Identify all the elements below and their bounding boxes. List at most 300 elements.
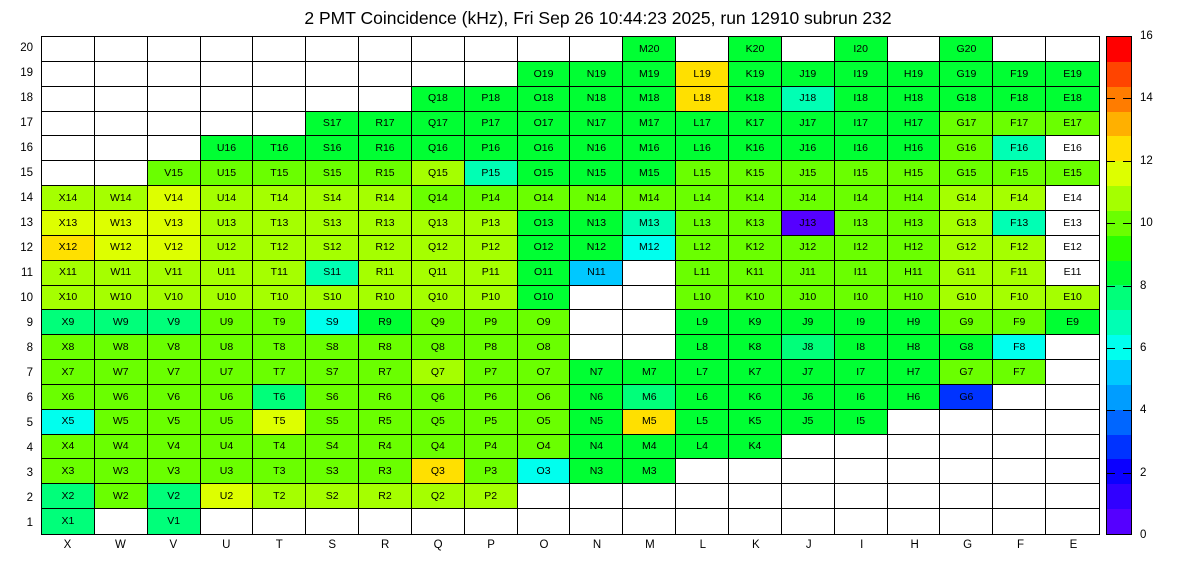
heatmap-cell[interactable]: Q9 (412, 310, 465, 335)
heatmap-cell[interactable]: L16 (676, 136, 729, 161)
heatmap-cell[interactable]: I8 (835, 335, 888, 360)
heatmap-cell[interactable]: R13 (359, 211, 412, 236)
heatmap-cell[interactable] (1046, 410, 1099, 435)
heatmap-cell[interactable]: W11 (95, 261, 148, 286)
heatmap-cell[interactable] (148, 87, 201, 112)
heatmap-cell[interactable] (201, 112, 254, 137)
heatmap-cell[interactable]: K19 (729, 62, 782, 87)
heatmap-cell[interactable]: U15 (201, 161, 254, 186)
heatmap-cell[interactable]: V4 (148, 435, 201, 460)
heatmap-cell[interactable]: T3 (253, 459, 306, 484)
heatmap-cell[interactable] (95, 161, 148, 186)
heatmap-cell[interactable]: N17 (570, 112, 623, 137)
heatmap-cell[interactable] (253, 112, 306, 137)
heatmap-cell[interactable]: H16 (888, 136, 941, 161)
heatmap-cell[interactable]: K17 (729, 112, 782, 137)
heatmap-cell[interactable]: L10 (676, 286, 729, 311)
heatmap-cell[interactable]: J18 (782, 87, 835, 112)
heatmap-cell[interactable]: R14 (359, 186, 412, 211)
heatmap-cell[interactable]: T11 (253, 261, 306, 286)
heatmap-cell[interactable] (518, 37, 571, 62)
heatmap-cell[interactable] (888, 484, 941, 509)
heatmap-cell[interactable] (993, 385, 1046, 410)
heatmap-cell[interactable] (888, 509, 941, 534)
heatmap-cell[interactable] (518, 484, 571, 509)
heatmap-cell[interactable]: F17 (993, 112, 1046, 137)
heatmap-cell[interactable]: T4 (253, 435, 306, 460)
heatmap-cell[interactable]: J11 (782, 261, 835, 286)
heatmap-cell[interactable]: M20 (623, 37, 676, 62)
heatmap-cell[interactable]: N19 (570, 62, 623, 87)
heatmap-cell[interactable] (782, 484, 835, 509)
heatmap-cell[interactable] (888, 459, 941, 484)
heatmap-cell[interactable]: K16 (729, 136, 782, 161)
heatmap-cell[interactable]: H14 (888, 186, 941, 211)
heatmap-cell[interactable] (570, 484, 623, 509)
heatmap-cell[interactable]: F11 (993, 261, 1046, 286)
heatmap-cell[interactable]: W3 (95, 459, 148, 484)
heatmap-cell[interactable]: L11 (676, 261, 729, 286)
heatmap-cell[interactable]: J7 (782, 360, 835, 385)
heatmap-cell[interactable]: P7 (465, 360, 518, 385)
heatmap-cell[interactable]: N16 (570, 136, 623, 161)
heatmap-cell[interactable]: F12 (993, 236, 1046, 261)
heatmap-cell[interactable]: J13 (782, 211, 835, 236)
heatmap-cell[interactable]: Q14 (412, 186, 465, 211)
heatmap-cell[interactable] (570, 335, 623, 360)
heatmap-cell[interactable]: J9 (782, 310, 835, 335)
heatmap-cell[interactable] (676, 459, 729, 484)
heatmap-cell[interactable] (42, 87, 95, 112)
heatmap-cell[interactable]: R2 (359, 484, 412, 509)
heatmap-cell[interactable]: K14 (729, 186, 782, 211)
heatmap-cell[interactable] (782, 37, 835, 62)
heatmap-cell[interactable]: P11 (465, 261, 518, 286)
heatmap-cell[interactable]: F15 (993, 161, 1046, 186)
heatmap-cell[interactable] (518, 509, 571, 534)
heatmap-cell[interactable]: S10 (306, 286, 359, 311)
heatmap-cell[interactable] (993, 435, 1046, 460)
heatmap-cell[interactable]: L9 (676, 310, 729, 335)
heatmap-cell[interactable] (782, 509, 835, 534)
heatmap-cell[interactable]: E12 (1046, 236, 1099, 261)
heatmap-cell[interactable] (465, 62, 518, 87)
heatmap-cell[interactable]: K12 (729, 236, 782, 261)
heatmap-cell[interactable]: R4 (359, 435, 412, 460)
heatmap-cell[interactable] (253, 37, 306, 62)
heatmap-cell[interactable]: V2 (148, 484, 201, 509)
heatmap-cell[interactable]: I18 (835, 87, 888, 112)
heatmap-cell[interactable]: J12 (782, 236, 835, 261)
heatmap-cell[interactable]: G9 (940, 310, 993, 335)
heatmap-cell[interactable]: S7 (306, 360, 359, 385)
heatmap-cell[interactable]: L12 (676, 236, 729, 261)
heatmap-cell[interactable]: G18 (940, 87, 993, 112)
heatmap-cell[interactable]: N7 (570, 360, 623, 385)
heatmap-cell[interactable]: W12 (95, 236, 148, 261)
heatmap-cell[interactable] (201, 62, 254, 87)
heatmap-cell[interactable] (1046, 484, 1099, 509)
heatmap-cell[interactable]: V8 (148, 335, 201, 360)
heatmap-cell[interactable]: J8 (782, 335, 835, 360)
heatmap-cell[interactable]: I16 (835, 136, 888, 161)
heatmap-cell[interactable] (940, 484, 993, 509)
heatmap-cell[interactable]: E16 (1046, 136, 1099, 161)
heatmap-cell[interactable]: H7 (888, 360, 941, 385)
heatmap-cell[interactable]: U11 (201, 261, 254, 286)
heatmap-cell[interactable]: O18 (518, 87, 571, 112)
heatmap-cell[interactable] (888, 435, 941, 460)
heatmap-cell[interactable] (306, 87, 359, 112)
heatmap-cell[interactable] (95, 112, 148, 137)
heatmap-cell[interactable]: Q15 (412, 161, 465, 186)
heatmap-cell[interactable] (253, 509, 306, 534)
heatmap-cell[interactable] (95, 136, 148, 161)
heatmap-cell[interactable]: V3 (148, 459, 201, 484)
heatmap-cell[interactable]: W4 (95, 435, 148, 460)
heatmap-cell[interactable]: W7 (95, 360, 148, 385)
heatmap-cell[interactable] (1046, 509, 1099, 534)
heatmap-cell[interactable]: U12 (201, 236, 254, 261)
heatmap-cell[interactable]: T7 (253, 360, 306, 385)
heatmap-cell[interactable] (42, 161, 95, 186)
heatmap-cell[interactable]: T9 (253, 310, 306, 335)
heatmap-cell[interactable]: I14 (835, 186, 888, 211)
heatmap-cell[interactable]: F9 (993, 310, 1046, 335)
heatmap-cell[interactable]: W8 (95, 335, 148, 360)
heatmap-cell[interactable] (412, 37, 465, 62)
heatmap-cell[interactable]: I19 (835, 62, 888, 87)
heatmap-cell[interactable]: G17 (940, 112, 993, 137)
heatmap-cell[interactable]: X10 (42, 286, 95, 311)
heatmap-cell[interactable]: L7 (676, 360, 729, 385)
heatmap-cell[interactable]: M12 (623, 236, 676, 261)
heatmap-cell[interactable] (306, 62, 359, 87)
heatmap-cell[interactable]: U6 (201, 385, 254, 410)
heatmap-cell[interactable] (993, 37, 1046, 62)
heatmap-cell[interactable]: F16 (993, 136, 1046, 161)
heatmap-cell[interactable]: N4 (570, 435, 623, 460)
heatmap-cell[interactable] (782, 459, 835, 484)
heatmap-cell[interactable]: Q18 (412, 87, 465, 112)
heatmap-cell[interactable]: U3 (201, 459, 254, 484)
heatmap-cell[interactable]: Q7 (412, 360, 465, 385)
heatmap-cell[interactable]: N18 (570, 87, 623, 112)
heatmap-cell[interactable] (676, 509, 729, 534)
heatmap-cell[interactable]: G11 (940, 261, 993, 286)
heatmap-cell[interactable]: V7 (148, 360, 201, 385)
heatmap-cell[interactable] (148, 136, 201, 161)
heatmap-cell[interactable] (940, 459, 993, 484)
heatmap-cell[interactable]: X2 (42, 484, 95, 509)
heatmap-cell[interactable]: R5 (359, 410, 412, 435)
heatmap-cell[interactable] (253, 62, 306, 87)
heatmap-cell[interactable]: H13 (888, 211, 941, 236)
heatmap-cell[interactable] (888, 410, 941, 435)
heatmap-cell[interactable]: H6 (888, 385, 941, 410)
heatmap-cell[interactable]: U16 (201, 136, 254, 161)
heatmap-cell[interactable]: U7 (201, 360, 254, 385)
heatmap-cell[interactable]: I6 (835, 385, 888, 410)
heatmap-cell[interactable]: M4 (623, 435, 676, 460)
heatmap-cell[interactable]: I13 (835, 211, 888, 236)
heatmap-cell[interactable]: W2 (95, 484, 148, 509)
heatmap-cell[interactable] (835, 484, 888, 509)
heatmap-cell[interactable]: T10 (253, 286, 306, 311)
heatmap-cell[interactable] (42, 37, 95, 62)
heatmap-cell[interactable]: K8 (729, 335, 782, 360)
heatmap-cell[interactable]: O19 (518, 62, 571, 87)
heatmap-cell[interactable]: X3 (42, 459, 95, 484)
heatmap-cell[interactable] (993, 459, 1046, 484)
heatmap-cell[interactable]: E19 (1046, 62, 1099, 87)
heatmap-cell[interactable] (95, 509, 148, 534)
heatmap-cell[interactable]: S14 (306, 186, 359, 211)
heatmap-cell[interactable]: S5 (306, 410, 359, 435)
heatmap-cell[interactable]: E18 (1046, 87, 1099, 112)
heatmap-cell[interactable]: T12 (253, 236, 306, 261)
heatmap-cell[interactable]: T8 (253, 335, 306, 360)
heatmap-cell[interactable]: T15 (253, 161, 306, 186)
heatmap-cell[interactable]: M15 (623, 161, 676, 186)
heatmap-cell[interactable]: O8 (518, 335, 571, 360)
heatmap-cell[interactable] (465, 509, 518, 534)
heatmap-cell[interactable]: G7 (940, 360, 993, 385)
heatmap-cell[interactable] (623, 484, 676, 509)
heatmap-cell[interactable]: J6 (782, 385, 835, 410)
heatmap-cell[interactable]: L14 (676, 186, 729, 211)
heatmap-cell[interactable]: P3 (465, 459, 518, 484)
heatmap-cell[interactable] (676, 484, 729, 509)
heatmap-cell[interactable]: M7 (623, 360, 676, 385)
heatmap-cell[interactable] (95, 37, 148, 62)
heatmap-cell[interactable] (570, 37, 623, 62)
heatmap-cell[interactable]: P6 (465, 385, 518, 410)
heatmap-cell[interactable]: V5 (148, 410, 201, 435)
heatmap-cell[interactable]: P8 (465, 335, 518, 360)
heatmap-cell[interactable]: N5 (570, 410, 623, 435)
heatmap-cell[interactable]: T5 (253, 410, 306, 435)
heatmap-cell[interactable]: P10 (465, 286, 518, 311)
heatmap-cell[interactable] (359, 87, 412, 112)
heatmap-cell[interactable] (835, 435, 888, 460)
heatmap-cell[interactable]: M14 (623, 186, 676, 211)
heatmap-cell[interactable]: M5 (623, 410, 676, 435)
heatmap-cell[interactable] (95, 62, 148, 87)
heatmap-cell[interactable]: W14 (95, 186, 148, 211)
heatmap-cell[interactable]: M17 (623, 112, 676, 137)
heatmap-cell[interactable]: V6 (148, 385, 201, 410)
heatmap-cell[interactable]: I10 (835, 286, 888, 311)
heatmap-cell[interactable]: T2 (253, 484, 306, 509)
heatmap-cell[interactable]: M6 (623, 385, 676, 410)
heatmap-cell[interactable]: Q13 (412, 211, 465, 236)
heatmap-cell[interactable]: G15 (940, 161, 993, 186)
heatmap-cell[interactable]: L13 (676, 211, 729, 236)
heatmap-cell[interactable]: R8 (359, 335, 412, 360)
heatmap-cell[interactable]: M13 (623, 211, 676, 236)
heatmap-cell[interactable] (1046, 335, 1099, 360)
heatmap-cell[interactable]: R7 (359, 360, 412, 385)
heatmap-cell[interactable]: Q11 (412, 261, 465, 286)
heatmap-cell[interactable]: L15 (676, 161, 729, 186)
heatmap-cell[interactable]: X4 (42, 435, 95, 460)
heatmap-cell[interactable]: P18 (465, 87, 518, 112)
heatmap-cell[interactable]: U13 (201, 211, 254, 236)
heatmap-cell[interactable]: I5 (835, 410, 888, 435)
heatmap-cell[interactable] (782, 435, 835, 460)
heatmap-cell[interactable]: K5 (729, 410, 782, 435)
heatmap-cell[interactable]: G16 (940, 136, 993, 161)
heatmap-cell[interactable]: P16 (465, 136, 518, 161)
heatmap-cell[interactable]: P12 (465, 236, 518, 261)
heatmap-cell[interactable]: P9 (465, 310, 518, 335)
heatmap-cell[interactable]: S12 (306, 236, 359, 261)
heatmap-cell[interactable] (1046, 360, 1099, 385)
heatmap-cell[interactable]: U10 (201, 286, 254, 311)
heatmap-cell[interactable]: R11 (359, 261, 412, 286)
heatmap-cell[interactable] (729, 484, 782, 509)
heatmap-cell[interactable]: Q6 (412, 385, 465, 410)
heatmap-cell[interactable]: I12 (835, 236, 888, 261)
heatmap-cell[interactable]: V12 (148, 236, 201, 261)
heatmap-cell[interactable]: L5 (676, 410, 729, 435)
heatmap-cell[interactable]: X12 (42, 236, 95, 261)
heatmap-cell[interactable]: U4 (201, 435, 254, 460)
heatmap-cell[interactable]: R3 (359, 459, 412, 484)
heatmap-cell[interactable] (940, 410, 993, 435)
heatmap-cell[interactable]: O16 (518, 136, 571, 161)
heatmap-cell[interactable]: I11 (835, 261, 888, 286)
heatmap-cell[interactable]: J15 (782, 161, 835, 186)
heatmap-cell[interactable] (729, 509, 782, 534)
heatmap-cell[interactable] (1046, 385, 1099, 410)
heatmap-cell[interactable] (359, 37, 412, 62)
heatmap-cell[interactable] (1046, 459, 1099, 484)
heatmap-cell[interactable]: E10 (1046, 286, 1099, 311)
heatmap-cell[interactable] (148, 62, 201, 87)
heatmap-cell[interactable]: O4 (518, 435, 571, 460)
heatmap-cell[interactable]: X5 (42, 410, 95, 435)
heatmap-cell[interactable]: P14 (465, 186, 518, 211)
heatmap-cell[interactable]: X9 (42, 310, 95, 335)
heatmap-cell[interactable] (148, 37, 201, 62)
heatmap-cell[interactable]: Q8 (412, 335, 465, 360)
heatmap-cell[interactable]: P17 (465, 112, 518, 137)
heatmap-cell[interactable]: M19 (623, 62, 676, 87)
heatmap-cell[interactable]: M16 (623, 136, 676, 161)
heatmap-cell[interactable]: E14 (1046, 186, 1099, 211)
heatmap-cell[interactable]: H15 (888, 161, 941, 186)
heatmap-cell[interactable]: V11 (148, 261, 201, 286)
heatmap-cell[interactable]: U14 (201, 186, 254, 211)
heatmap-cell[interactable]: K15 (729, 161, 782, 186)
heatmap-cell[interactable]: O14 (518, 186, 571, 211)
heatmap-cell[interactable]: K13 (729, 211, 782, 236)
heatmap-cell[interactable]: H9 (888, 310, 941, 335)
heatmap-cell[interactable] (623, 335, 676, 360)
heatmap-cell[interactable]: J10 (782, 286, 835, 311)
heatmap-cell[interactable]: L4 (676, 435, 729, 460)
heatmap-cell[interactable]: K11 (729, 261, 782, 286)
heatmap-cell[interactable]: K10 (729, 286, 782, 311)
heatmap-cell[interactable]: L19 (676, 62, 729, 87)
heatmap-cell[interactable] (940, 435, 993, 460)
heatmap-cell[interactable]: I7 (835, 360, 888, 385)
heatmap-cell[interactable]: W5 (95, 410, 148, 435)
heatmap-cell[interactable]: Q3 (412, 459, 465, 484)
heatmap-cell[interactable]: I9 (835, 310, 888, 335)
heatmap-cell[interactable]: P2 (465, 484, 518, 509)
heatmap-cell[interactable]: G14 (940, 186, 993, 211)
heatmap-cell[interactable]: N3 (570, 459, 623, 484)
heatmap-cell[interactable]: R12 (359, 236, 412, 261)
heatmap-cell[interactable]: N14 (570, 186, 623, 211)
heatmap-cell[interactable]: M3 (623, 459, 676, 484)
heatmap-cell[interactable]: I20 (835, 37, 888, 62)
heatmap-cell[interactable]: K18 (729, 87, 782, 112)
heatmap-cell[interactable]: V10 (148, 286, 201, 311)
heatmap-cell[interactable]: W9 (95, 310, 148, 335)
heatmap-cell[interactable]: G10 (940, 286, 993, 311)
heatmap-cell[interactable]: V15 (148, 161, 201, 186)
heatmap-cell[interactable]: G6 (940, 385, 993, 410)
heatmap-cell[interactable] (148, 112, 201, 137)
heatmap-cell[interactable] (306, 509, 359, 534)
heatmap-cell[interactable]: H19 (888, 62, 941, 87)
heatmap-cell[interactable]: S17 (306, 112, 359, 137)
heatmap-cell[interactable]: O17 (518, 112, 571, 137)
heatmap-cell[interactable]: O13 (518, 211, 571, 236)
heatmap-cell[interactable] (940, 509, 993, 534)
heatmap-cell[interactable]: U9 (201, 310, 254, 335)
heatmap-cell[interactable]: S8 (306, 335, 359, 360)
heatmap-cell[interactable]: W6 (95, 385, 148, 410)
heatmap-cell[interactable]: P13 (465, 211, 518, 236)
heatmap-cell[interactable]: V1 (148, 509, 201, 534)
heatmap-cell[interactable]: S4 (306, 435, 359, 460)
heatmap-cell[interactable]: V9 (148, 310, 201, 335)
heatmap-cell[interactable]: S9 (306, 310, 359, 335)
heatmap-cell[interactable] (835, 459, 888, 484)
heatmap-cell[interactable] (676, 37, 729, 62)
heatmap-cell[interactable] (1046, 435, 1099, 460)
heatmap-cell[interactable]: O6 (518, 385, 571, 410)
heatmap-cell[interactable]: Q4 (412, 435, 465, 460)
heatmap-cell[interactable]: V13 (148, 211, 201, 236)
heatmap-cell[interactable]: Q2 (412, 484, 465, 509)
heatmap-cell[interactable]: T14 (253, 186, 306, 211)
heatmap-cell[interactable]: G20 (940, 37, 993, 62)
heatmap-cell[interactable]: O9 (518, 310, 571, 335)
heatmap-cell[interactable] (993, 509, 1046, 534)
heatmap-cell[interactable] (201, 87, 254, 112)
heatmap-cell[interactable]: L6 (676, 385, 729, 410)
heatmap-cell[interactable]: R9 (359, 310, 412, 335)
heatmap-cell[interactable]: W13 (95, 211, 148, 236)
heatmap-cell[interactable]: K20 (729, 37, 782, 62)
heatmap-cell[interactable] (623, 261, 676, 286)
heatmap-cell[interactable]: K6 (729, 385, 782, 410)
heatmap-cell[interactable]: Q10 (412, 286, 465, 311)
heatmap-cell[interactable]: F7 (993, 360, 1046, 385)
heatmap-cell[interactable]: S16 (306, 136, 359, 161)
heatmap-cell[interactable]: L17 (676, 112, 729, 137)
heatmap-cell[interactable]: J5 (782, 410, 835, 435)
heatmap-cell[interactable]: S6 (306, 385, 359, 410)
heatmap-cell[interactable]: Q12 (412, 236, 465, 261)
heatmap-cell[interactable]: M18 (623, 87, 676, 112)
